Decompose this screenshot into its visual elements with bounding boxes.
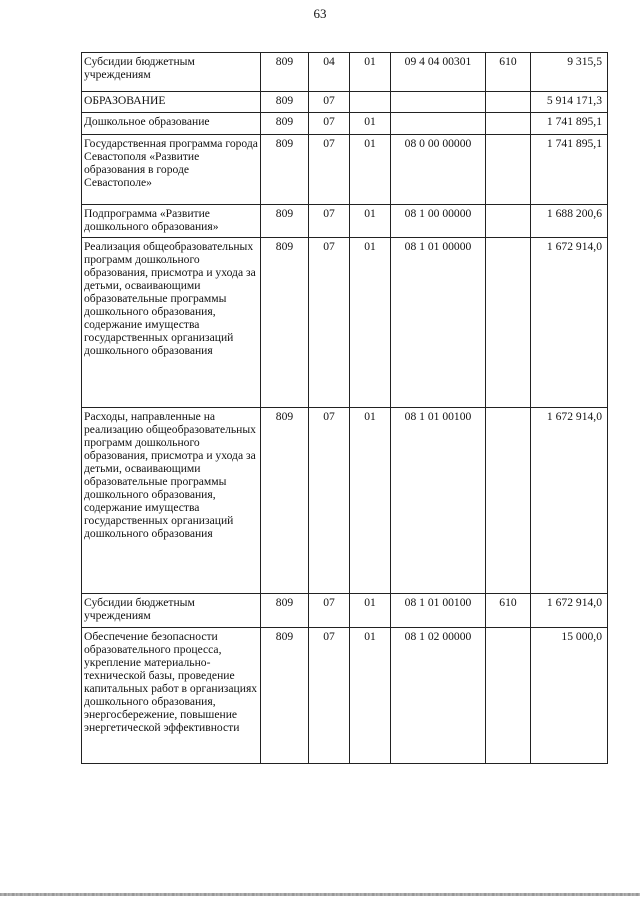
row-pr-cell: 01 [350, 135, 391, 205]
row-vr-cell [486, 135, 531, 205]
row-rz-cell: 07 [309, 113, 350, 135]
table-body [82, 53, 608, 764]
page-number: 63 [313, 6, 327, 21]
row-name-cell: Подпрограмма «Развитие дошкольного образования» [82, 205, 261, 238]
row-sum-cell: 1 672 914,0 [531, 408, 608, 594]
row-ved-cell: 809 [261, 408, 309, 594]
row-ved-cell: 809 [261, 135, 309, 205]
table-row [82, 238, 608, 408]
row-sum-cell: 1 672 914,0 [531, 594, 608, 628]
row-pr-cell: 01 [350, 113, 391, 135]
row-pr-cell: 01 [350, 594, 391, 628]
row-csr-cell [391, 92, 486, 113]
row-csr-cell: 08 1 01 00100 [391, 408, 486, 594]
row-vr-cell [486, 92, 531, 113]
table-row [82, 408, 608, 594]
row-vr-cell [486, 628, 531, 764]
row-name-cell: Дошкольное образование [82, 113, 261, 135]
table-row [82, 92, 608, 113]
row-name-cell: Реализация общеобразовательных программ дошкольного образования, присмотра и ухода за детьми, осваивающими образовательные программы дошкольного образования, содержание имущества государственных организаций дошкольного образования [82, 238, 261, 408]
row-pr-cell: 01 [350, 53, 391, 92]
row-rz-cell: 07 [309, 408, 350, 594]
row-sum-cell: 1 741 895,1 [531, 113, 608, 135]
row-vr-cell [486, 113, 531, 135]
row-vr-cell [486, 408, 531, 594]
table-row [82, 594, 608, 628]
row-name-cell: ОБРАЗОВАНИЕ [82, 92, 261, 113]
row-rz-cell: 07 [309, 205, 350, 238]
table-row [82, 135, 608, 205]
row-pr-cell [350, 92, 391, 113]
row-sum-cell: 1 688 200,6 [531, 205, 608, 238]
row-csr-cell: 09 4 04 00301 [391, 53, 486, 92]
row-sum-cell: 9 315,5 [531, 53, 608, 92]
row-pr-cell: 01 [350, 238, 391, 408]
row-csr-cell [391, 113, 486, 135]
row-rz-cell: 04 [309, 53, 350, 92]
row-name-cell: Государственная программа города Севастополя «Развитие образования в городе Севастополе» [82, 135, 261, 205]
row-ved-cell: 809 [261, 53, 309, 92]
row-ved-cell: 809 [261, 205, 309, 238]
row-csr-cell: 08 1 01 00100 [391, 594, 486, 628]
row-ved-cell: 809 [261, 113, 309, 135]
table-row [82, 53, 608, 92]
row-rz-cell: 07 [309, 238, 350, 408]
table-row [82, 205, 608, 238]
budget-table [81, 52, 608, 764]
row-pr-cell: 01 [350, 628, 391, 764]
row-csr-cell: 08 1 00 00000 [391, 205, 486, 238]
table-row [82, 113, 608, 135]
row-name-cell: Расходы, направленные на реализацию общеобразовательных программ дошкольного образования, присмотра и ухода за детьми, осваивающими образовательные программы дошкольного образования, содержание имущества государственных организаций дошкольного образования [82, 408, 261, 594]
row-vr-cell [486, 205, 531, 238]
row-name-cell: Субсидии бюджетным учреждениям [82, 53, 261, 92]
row-ved-cell: 809 [261, 594, 309, 628]
row-rz-cell: 07 [309, 594, 350, 628]
row-ved-cell: 809 [261, 628, 309, 764]
row-name-cell: Субсидии бюджетным учреждениям [82, 594, 261, 628]
row-ved-cell: 809 [261, 92, 309, 113]
row-csr-cell: 08 1 01 00000 [391, 238, 486, 408]
row-pr-cell: 01 [350, 408, 391, 594]
row-ved-cell: 809 [261, 238, 309, 408]
row-rz-cell: 07 [309, 628, 350, 764]
row-rz-cell: 07 [309, 135, 350, 205]
row-rz-cell: 07 [309, 92, 350, 113]
row-vr-cell: 610 [486, 594, 531, 628]
row-csr-cell: 08 1 02 00000 [391, 628, 486, 764]
row-pr-cell: 01 [350, 205, 391, 238]
table-row [82, 628, 608, 764]
row-vr-cell [486, 238, 531, 408]
row-csr-cell: 08 0 00 00000 [391, 135, 486, 205]
row-name-cell: Обеспечение безопасности образовательного процесса, укрепление материально-технической базы, проведение капитальных работ в организациях дошкольного образования, энергосбережение, повышение энергетической эффективности [82, 628, 261, 764]
row-vr-cell: 610 [486, 53, 531, 92]
row-sum-cell: 5 914 171,3 [531, 92, 608, 113]
scan-edge [0, 893, 640, 896]
row-sum-cell: 1 741 895,1 [531, 135, 608, 205]
row-sum-cell: 15 000,0 [531, 628, 608, 764]
row-sum-cell: 1 672 914,0 [531, 238, 608, 408]
